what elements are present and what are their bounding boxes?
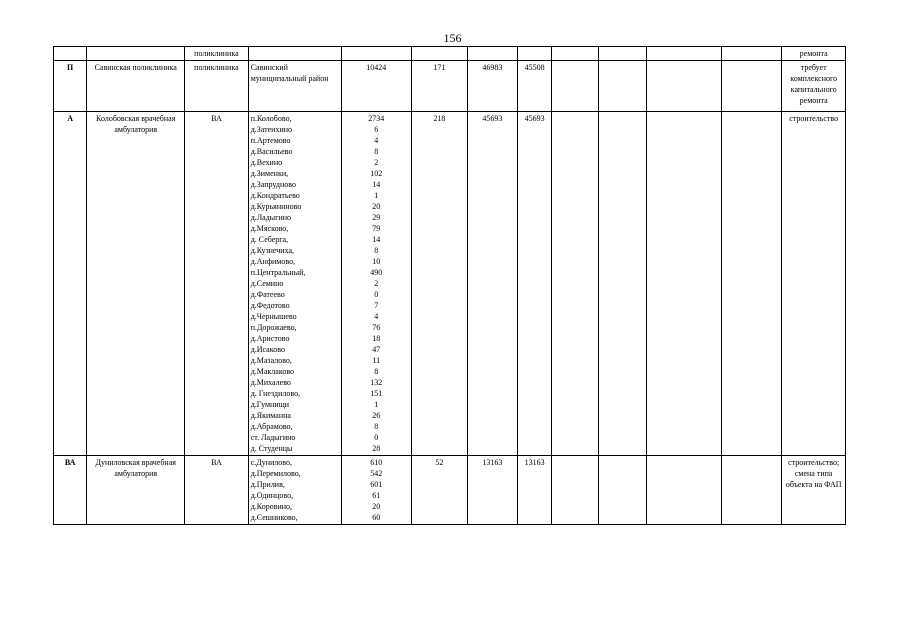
cell-value-7: 46983 <box>467 61 517 112</box>
population-value: 0 <box>374 433 379 442</box>
cell-value-8: 13163 <box>518 456 552 525</box>
locality-name: д.Зименки, <box>250 169 289 178</box>
population-value: 2 <box>374 158 379 167</box>
cell-empty <box>467 47 517 61</box>
cell-empty <box>721 47 782 61</box>
population-value: 47 <box>372 345 381 354</box>
population-value: 14 <box>372 235 381 244</box>
population-value: 26 <box>372 411 381 420</box>
population-value: 8 <box>374 147 379 156</box>
locality-name: д.Анфимово, <box>250 257 296 266</box>
population-value: 76 <box>372 323 381 332</box>
locality-name: д.Перемилово, <box>250 469 301 478</box>
locality-name: п.Дорожаево, <box>250 323 297 332</box>
locality-name: д.Кондратьево <box>250 191 300 200</box>
locality-name: д.Маклаково <box>250 367 295 376</box>
locality-name: п.Колобово, <box>250 114 292 123</box>
cell-empty <box>552 112 598 456</box>
population-value: 1 <box>374 191 379 200</box>
cell-localities <box>248 456 341 525</box>
locality-name: п.Центральный, <box>250 268 306 277</box>
cell-value-7: 13163 <box>467 456 517 525</box>
locality-name: д.Курьяниново <box>250 202 302 211</box>
cell-empty <box>647 112 722 456</box>
population-value: 20 <box>372 202 381 211</box>
cell-code: А <box>54 112 87 456</box>
locality-name: д.Фатеево <box>250 290 285 299</box>
locality-name: д.Исаково <box>250 345 285 354</box>
cell-empty <box>598 456 646 525</box>
locality-name: п.Артемово <box>250 136 291 145</box>
cell-empty <box>647 61 722 112</box>
population-value: 8 <box>374 422 379 431</box>
cell-population: 10424 <box>341 61 412 112</box>
cell-empty <box>721 456 782 525</box>
cell-empty <box>341 47 412 61</box>
cell-type: ВА <box>185 112 249 456</box>
page-number: 156 <box>443 31 462 45</box>
cell-value-6: 52 <box>412 456 467 525</box>
locality-name: д.Затеихино <box>250 125 292 134</box>
population-value: 11 <box>372 356 381 365</box>
table-row <box>54 456 846 525</box>
locality-name: д. Себерга, <box>250 235 289 244</box>
locality-name: д.Абрамово, <box>250 422 293 431</box>
cell-empty <box>87 47 185 61</box>
population-value: 1 <box>374 400 379 409</box>
locality-name: ст. Ладыгино <box>250 433 296 442</box>
cell-empty <box>598 112 646 456</box>
cell-value-8: 45693 <box>518 112 552 456</box>
cell-empty <box>721 61 782 112</box>
population-value: 10 <box>372 257 381 266</box>
locality-name: д.Аристово <box>250 334 290 343</box>
locality-name: д.Одинцово, <box>250 491 294 500</box>
cell-type: поликлиника <box>185 61 249 112</box>
population-value: 610 <box>370 458 383 467</box>
cell-empty <box>552 456 598 525</box>
cell-empty <box>518 47 552 61</box>
cell-population <box>341 112 412 456</box>
cell-empty <box>598 47 646 61</box>
population-value: 6 <box>374 125 379 134</box>
population-value: 601 <box>370 480 383 489</box>
locality-name: д.Мясково, <box>250 224 289 233</box>
population-value: 79 <box>372 224 381 233</box>
locality-name: д.Прилив, <box>250 480 285 489</box>
population-value: 60 <box>372 513 381 522</box>
locality-name: д.Федотово <box>250 301 290 310</box>
locality-name: д.Запрудново <box>250 180 296 189</box>
locality-name: с.Дунилово, <box>250 458 292 467</box>
cell-note: ремонта <box>782 47 846 61</box>
population-value: 18 <box>372 334 381 343</box>
cell-empty <box>647 47 722 61</box>
locality-name: д.Чернышево <box>250 312 297 321</box>
population-value: 2734 <box>368 114 385 123</box>
cell-population <box>341 456 412 525</box>
cell-type: ВА <box>185 456 249 525</box>
cell-empty <box>54 47 87 61</box>
population-value: 4 <box>374 136 379 145</box>
population-value: 2 <box>374 279 379 288</box>
locality-name: д.Михалево <box>250 378 291 387</box>
cell-code: П <box>54 61 87 112</box>
cell-value-7: 45693 <box>467 112 517 456</box>
locality-name: д. Гнездилово, <box>250 389 301 398</box>
locality-name: д.Сешниково, <box>250 513 298 522</box>
population-value: 14 <box>372 180 381 189</box>
population-value: 8 <box>374 246 379 255</box>
table-row <box>54 112 846 456</box>
population-value: 132 <box>370 378 383 387</box>
locality-name: д.Семино <box>250 279 284 288</box>
population-value: 490 <box>370 268 383 277</box>
cell-note: строительство; смена типа объекта на ФАП <box>782 456 846 525</box>
cell-localities <box>248 112 341 456</box>
population-value: 28 <box>372 444 381 453</box>
population-value: 61 <box>372 491 381 500</box>
population-value: 102 <box>370 169 383 178</box>
cell-empty <box>647 456 722 525</box>
cell-empty <box>552 61 598 112</box>
locality-name: д. Студенцы <box>250 444 293 453</box>
cell-value-6: 218 <box>412 112 467 456</box>
cell-note: строительство <box>782 112 846 456</box>
cell-localities: Савинский муниципальный район <box>248 61 341 112</box>
population-value: 542 <box>370 469 383 478</box>
locality-name: д.Васильево <box>250 147 293 156</box>
cell-facility-name: Колобовская врачебная амбулатория <box>87 112 185 456</box>
population-value: 151 <box>370 389 383 398</box>
population-value: 8 <box>374 367 379 376</box>
cell-code: ВА <box>54 456 87 525</box>
cell-value-8: 45508 <box>518 61 552 112</box>
facilities-table <box>53 46 846 525</box>
table-row <box>54 61 846 112</box>
cell-type: поликлиника <box>185 47 249 61</box>
continuation-row <box>54 47 846 61</box>
cell-facility-name: Дуниловская врачебная амбулатория <box>87 456 185 525</box>
locality-name: д.Вехино <box>250 158 283 167</box>
locality-name: д.Якиманна <box>250 411 291 420</box>
population-value: 7 <box>374 301 379 310</box>
population-value: 4 <box>374 312 379 321</box>
locality-name: д.Кузнечиха, <box>250 246 295 255</box>
locality-name: д.Коровино, <box>250 502 293 511</box>
cell-empty <box>412 47 467 61</box>
population-value: 0 <box>374 290 379 299</box>
population-value: 20 <box>372 502 381 511</box>
locality-name: д.Мазалово, <box>250 356 292 365</box>
locality-name: д.Гумнищи <box>250 400 290 409</box>
cell-value-6: 171 <box>412 61 467 112</box>
cell-empty <box>598 61 646 112</box>
cell-empty <box>721 112 782 456</box>
cell-empty <box>552 47 598 61</box>
locality-name: д.Ладыгино <box>250 213 292 222</box>
population-value: 29 <box>372 213 381 222</box>
cell-note: требует комплексного капитального ремонта <box>782 61 846 112</box>
cell-empty <box>248 47 341 61</box>
cell-facility-name: Савинская поликлиника <box>87 61 185 112</box>
